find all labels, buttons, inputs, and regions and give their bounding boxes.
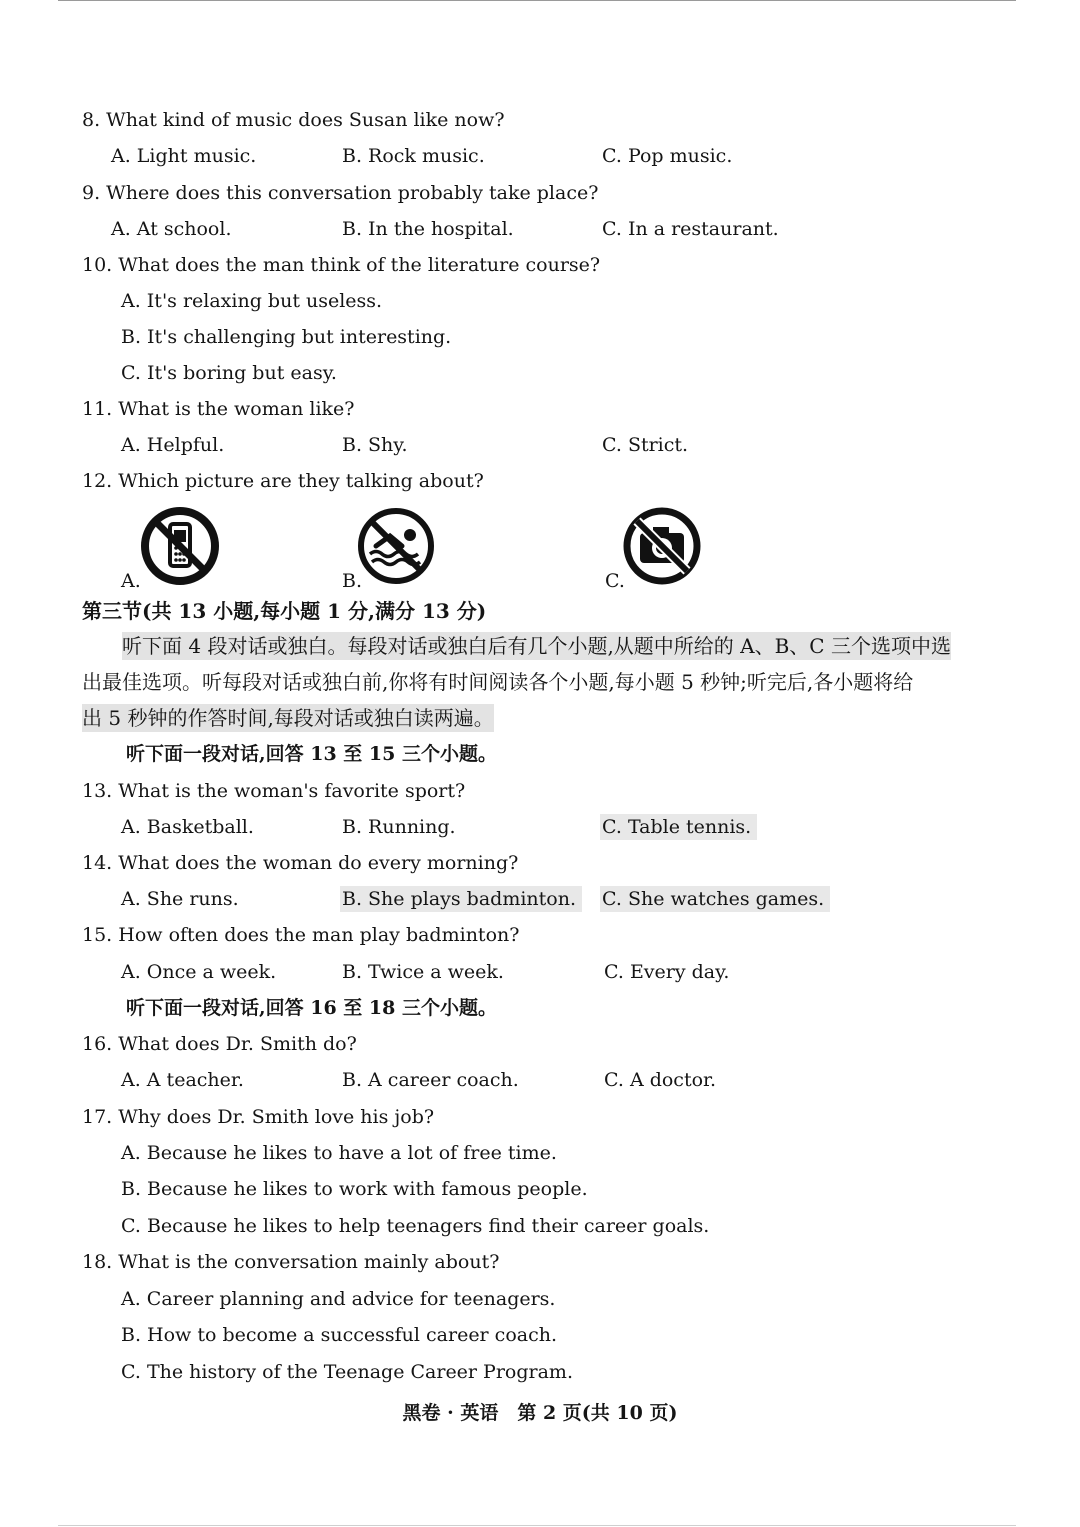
no-camera-icon (622, 506, 702, 586)
question-13-option-c: C. Table tennis. (600, 814, 757, 840)
question-10-option-b: B. It's challenging but interesting. (121, 326, 452, 348)
question-16-option-a: A. A teacher. (121, 1069, 244, 1091)
question-11-option-a: A. Helpful. (121, 434, 225, 456)
question-16-stem: 16. What does Dr. Smith do? (82, 1033, 357, 1055)
question-8-option-b: B. Rock music. (342, 145, 485, 167)
question-15-option-b: B. Twice a week. (342, 961, 504, 983)
question-16-option-c: C. A doctor. (604, 1069, 717, 1091)
question-18-option-c: C. The history of the Teenage Career Program. (121, 1361, 573, 1383)
bottom-rule (58, 1525, 1016, 1526)
question-8-option-a: A. Light music. (111, 145, 257, 167)
question-15-option-c: C. Every day. (604, 961, 730, 983)
question-9-option-b: B. In the hospital. (342, 218, 514, 240)
question-14-stem: 14. What does the woman do every morning? (82, 852, 519, 874)
question-13-option-b: B. Running. (342, 816, 456, 838)
question-10-option-c: C. It's boring but easy. (121, 362, 337, 384)
question-10-option-a: A. It's relaxing but useless. (121, 290, 383, 312)
question-14-option-a: A. She runs. (121, 888, 239, 910)
no-phone-icon (140, 506, 220, 586)
question-11-stem: 11. What is the woman like? (82, 398, 355, 420)
top-rule (58, 0, 1016, 1)
instruction-13-15: 听下面一段对话,回答 13 至 15 三个小题。 (126, 743, 497, 765)
section-3-heading: 第三节(共 13 小题,每小题 1 分,满分 13 分) (82, 599, 487, 623)
question-16-option-b: B. A career coach. (342, 1069, 519, 1091)
question-9-option-c: C. In a restaurant. (602, 218, 779, 240)
section-3-instruction-line-2: 出最佳选项。听每段对话或独白前,你将有时间阅读各个小题,每小题 5 秒钟;听完后,各小题将给 (82, 670, 914, 694)
question-17-stem: 17. Why does Dr. Smith love his job? (82, 1106, 435, 1128)
question-18-stem: 18. What is the conversation mainly about? (82, 1251, 500, 1273)
question-15-option-a: A. Once a week. (121, 961, 277, 983)
question-15-stem: 15. How often does the man play badminton? (82, 924, 520, 946)
question-10-stem: 10. What does the man think of the literature course? (82, 254, 601, 276)
question-8-option-c: C. Pop music. (602, 145, 733, 167)
question-18-option-a: A. Career planning and advice for teenagers. (121, 1288, 556, 1310)
question-11-option-c: C. Strict. (602, 434, 689, 456)
question-9-option-a: A. At school. (111, 218, 232, 240)
page-footer: 黑卷 · 英语 第 2 页(共 10 页) (402, 1402, 678, 1424)
question-9-stem: 9. Where does this conversation probably take place? (82, 182, 599, 204)
picture-label-b: B. (342, 570, 363, 592)
question-17-option-a: A. Because he likes to have a lot of free time. (121, 1142, 557, 1164)
question-8-stem: 8. What kind of music does Susan like now? (82, 109, 505, 131)
question-17-option-b: B. Because he likes to work with famous people. (121, 1178, 588, 1200)
question-17-option-c: C. Because he likes to help teenagers find their career goals. (121, 1215, 710, 1237)
question-13-option-a: A. Basketball. (121, 816, 254, 838)
instruction-16-18: 听下面一段对话,回答 16 至 18 三个小题。 (126, 997, 497, 1019)
question-14-option-c: C. She watches games. (600, 886, 830, 912)
question-11-option-b: B. Shy. (342, 434, 408, 456)
picture-label-a: A. (121, 570, 141, 592)
question-18-option-b: B. How to become a successful career coach. (121, 1324, 558, 1346)
no-swimming-icon (356, 506, 436, 586)
question-14-option-b: B. She plays badminton. (340, 886, 582, 912)
picture-label-c: C. (605, 570, 625, 592)
question-13-stem: 13. What is the woman's favorite sport? (82, 780, 466, 802)
section-3-instruction-line-1: 听下面 4 段对话或独白。每段对话或独白后有几个小题,从题中所给的 A、B、C 三个选项中选 (122, 634, 951, 658)
question-12-stem: 12. Which picture are they talking about? (82, 470, 484, 492)
section-3-instruction-line-3: 出 5 秒钟的作答时间,每段对话或独白读两遍。 (82, 706, 494, 730)
